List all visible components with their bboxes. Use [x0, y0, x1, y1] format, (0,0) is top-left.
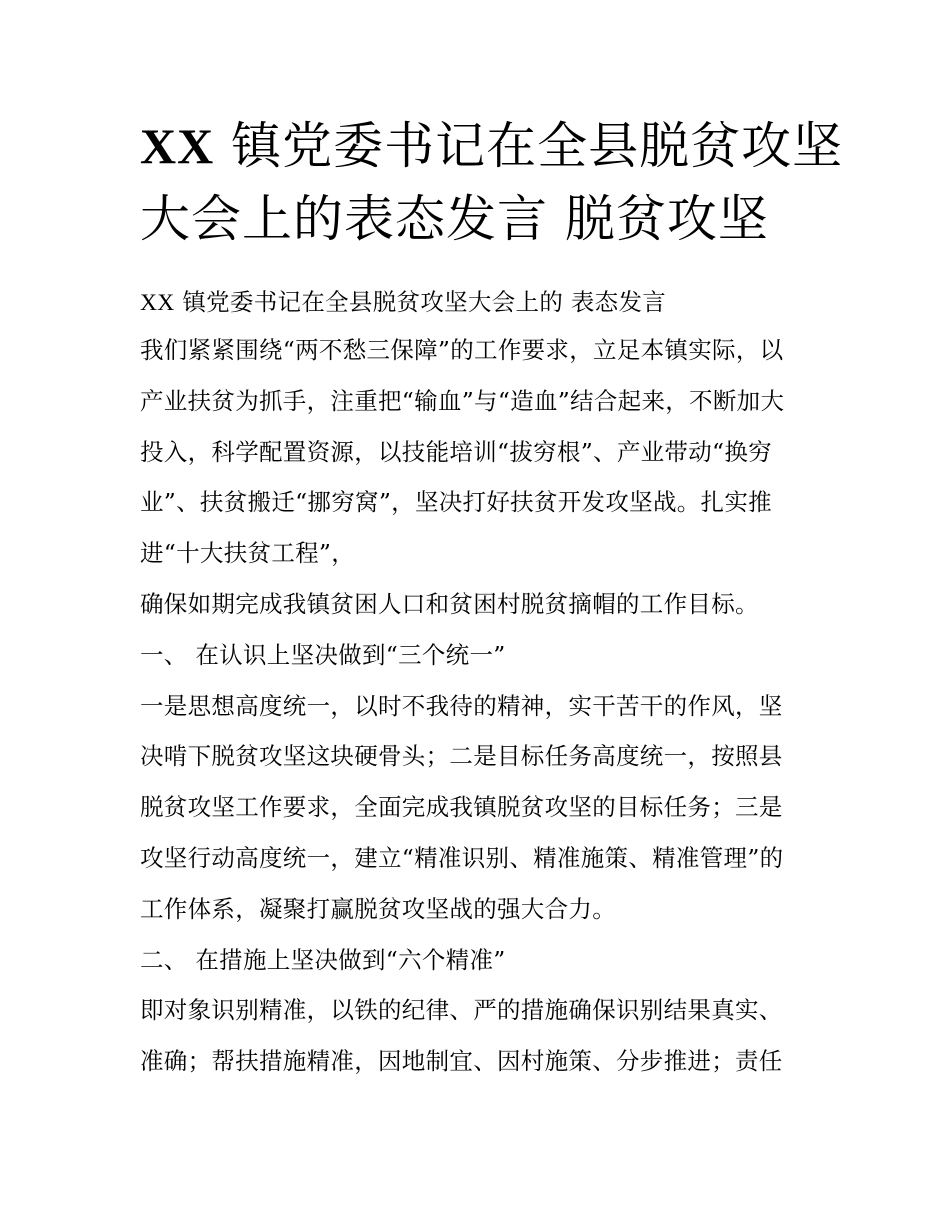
title-line-1: [140, 110, 844, 183]
subtitle-text: 镇党委书记在全县脱贫攻坚大会上的 表态发言: [174, 288, 667, 316]
body-line: 攻坚行动高度统一，建立“精准识别、精准施策、精准管理”的: [140, 843, 784, 872]
body-line: 我们紧紧围绕“两不愁三保障”的工作要求，立足本镇实际，以: [140, 336, 784, 364]
title-line-1-text: 镇党委书记在全县脱贫攻坚: [214, 117, 844, 175]
section-heading-2: 二、 在措施上坚决做到“六个精准”: [140, 945, 506, 974]
body-line: 业”、扶贫搬迁“挪穷窝”，坚决打好扶贫开发攻坚战。扎实推: [140, 488, 772, 517]
body-line: 工作体系，凝聚打赢脱贫攻坚战的强大合力。: [140, 894, 616, 923]
document-body: [140, 280, 830, 1087]
section-heading-1: 一、 在认识上坚决做到“三个统一”: [140, 640, 506, 669]
subtitle-prefix: XX: [140, 290, 175, 316]
body-line: 即对象识别精准，以铁的纪律、严的措施确保识别结果真实、: [140, 996, 783, 1025]
body-line: 确保如期完成我镇贫困人口和贫困村脱贫摘帽的工作目标。: [140, 589, 759, 618]
body-line: 准确；帮扶措施精准，因地制宜、因村施策、分步推进；责任: [140, 1047, 783, 1076]
body-line: 决啃下脱贫攻坚这块硬骨头；二是目标任务高度统一，按照县: [140, 742, 783, 771]
title-line-2: 大会上的表态发言 脱贫攻坚: [140, 190, 769, 248]
body-line: 进“十大扶贫工程”，: [140, 539, 356, 568]
title-prefix: XX: [140, 118, 215, 174]
body-line: 脱贫攻坚工作要求，全面完成我镇脱贫攻坚的目标任务；三是: [140, 793, 783, 822]
body-line: 产业扶贫为抓手，注重把“输血”与“造血”结合起来，不断加大: [140, 386, 785, 415]
document-title: [140, 110, 844, 256]
body-line: 投入，科学配置资源，以技能培训“拔穷根”、产业带动“换穷: [140, 437, 772, 466]
body-line: 一是思想高度统一，以时不我待的精神，实干苦干的作风，坚: [140, 691, 783, 720]
subtitle: [140, 280, 830, 325]
